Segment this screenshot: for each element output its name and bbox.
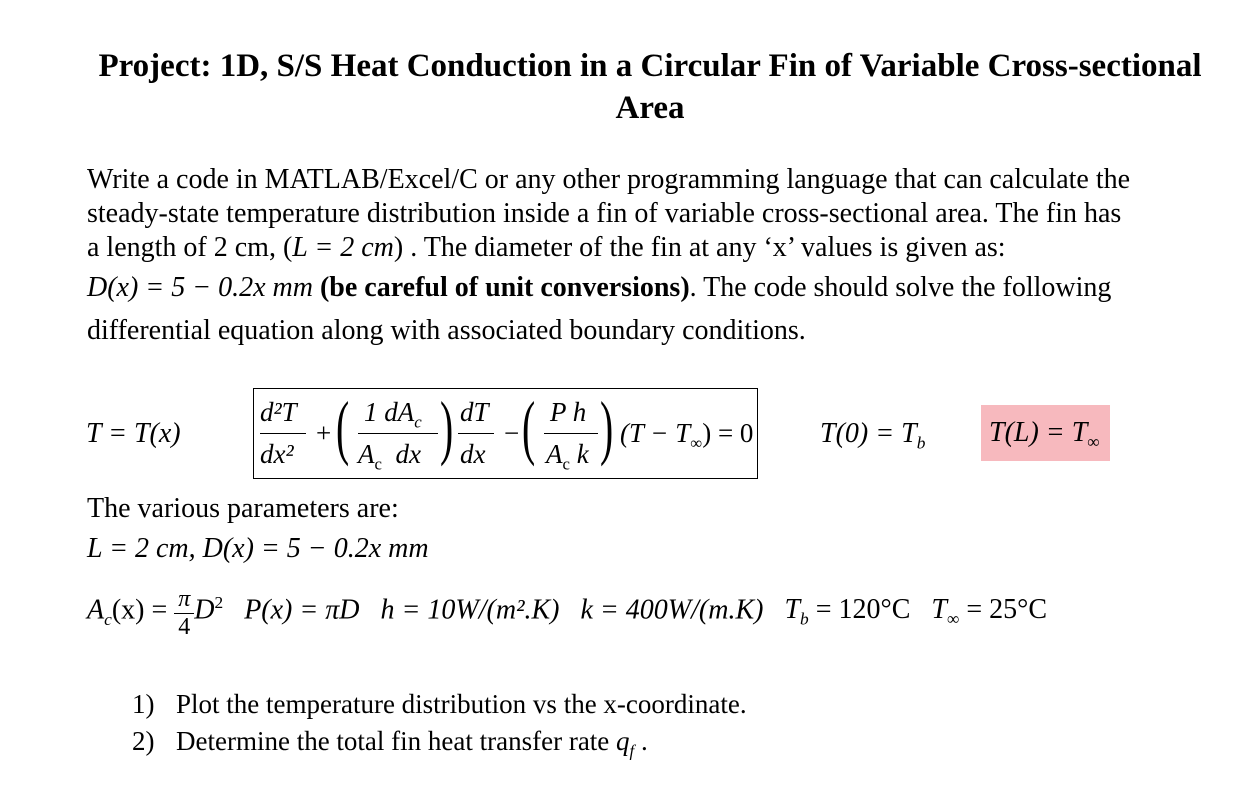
term3-numerator: dT <box>460 397 489 427</box>
intro-line-5: differential equation along with associated boundary conditions. <box>87 315 806 346</box>
base-temperature: $T_b = 120^\circ C$ <box>784 594 911 630</box>
term3-denominator: dx <box>460 439 486 469</box>
intro-line-1: Write a code in MATLAB/Excel/C or any other programming language that can calculate the <box>87 164 1131 195</box>
close-paren-2: ) <box>600 387 614 467</box>
pi-over-4-fraction: $\frac{\pi}{4}$ <box>174 592 194 632</box>
k-conductivity: k = 400W/(m.K) <box>580 594 764 626</box>
parameters-heading: The various parameters are: <box>87 493 399 524</box>
ambient-temperature: $T_\infty = 25^\circ C$ <box>931 594 1048 630</box>
intro-line-3: a length of 2 cm, (L = 2 cm) . The diameter of the fin at any ‘x’ values is given as: <box>87 232 1006 263</box>
term2-bar <box>358 433 438 434</box>
task-list <box>132 686 747 760</box>
plus-sign: + <box>316 418 332 448</box>
unit-warning: (be careful of unit conversions) <box>312 272 690 303</box>
close-paren-1: ) <box>440 387 454 467</box>
term4-numerator: P h <box>550 397 587 427</box>
diameter-math: D(x) = 5 − 0.2x mm <box>87 272 313 303</box>
h-coefficient: h = 10W/(m².K) <box>380 594 560 626</box>
perimeter-expr: P(x) = πD <box>244 594 360 626</box>
term4-denominator: $A_c$ k <box>546 439 589 474</box>
term3-bar <box>458 433 494 434</box>
term2-denominator: $A_c$ dx <box>358 439 421 474</box>
parameters-line-2: $A_c(x)$ = $\frac{\pi}{4}$ $D^2$ P(x) = πD h = 10W/(m².K) k = 400W/(m.K) $T_b = 120^\circ C$ $T_\infty = 25^\circ C$ <box>87 586 1048 640</box>
page-title: Project: 1D, S/S Heat Conduction in a Circular Fin of Variable Cross-sectional Area <box>98 48 1202 126</box>
minus-sign: − <box>504 418 520 448</box>
term4-bar <box>544 433 598 434</box>
term1-denominator: dx² <box>260 439 294 469</box>
term2-numerator: 1 $dA_c$ <box>364 397 422 432</box>
open-paren-2: ( <box>522 387 536 467</box>
intro-line-4: D(x) = 5 − 0.2x mm (be careful of unit conversions). The code should solve the following <box>87 272 1112 303</box>
boundary-condition-base: $T(0) = T_b$ <box>820 418 926 453</box>
term1-numerator: d²T <box>260 397 297 427</box>
task-item-1: 1) Plot the temperature distribution vs the x-coordinate. <box>132 689 747 719</box>
equation-tail: $(T - T_\infty) = 0$ <box>620 418 754 453</box>
parameters-line-1: L = 2 cm, D(x) = 5 − 0.2x mm <box>87 533 429 564</box>
boundary-condition-tip: $T(L) = T_\infty$ <box>981 405 1110 461</box>
open-paren-1: ( <box>336 387 350 467</box>
task-item-2: 2) Determine the total fin heat transfer rate $q_f$ . <box>132 726 648 761</box>
length-math: L = 2 cm <box>292 232 394 263</box>
temperature-function: T = T(x) <box>86 418 181 449</box>
term1-bar <box>260 433 306 434</box>
intro-paragraph <box>87 163 1217 351</box>
intro-line-2: steady-state temperature distribution inside a fin of variable cross-sectional area. The fin has <box>87 198 1122 229</box>
governing-equation-box <box>253 388 758 479</box>
